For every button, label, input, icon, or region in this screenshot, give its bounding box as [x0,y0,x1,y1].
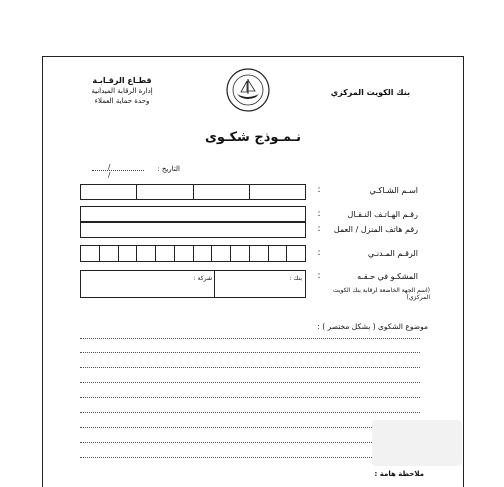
date-label: التاريخ : [157,165,180,173]
bank-option-label: بنك : [289,275,302,282]
scan-smudge [372,420,462,466]
subject-line[interactable] [80,457,420,458]
subject-line[interactable] [80,367,420,368]
colon: : [317,248,321,258]
subject-line[interactable] [80,382,420,383]
important-note-label: ملاحظة هامة : [374,470,424,478]
complained-against-label: المشكـو في حـقـه [357,272,418,281]
bank-company-divider [214,270,215,298]
company-option-label: شركة : [193,275,212,282]
central-bank-seal-icon [225,67,271,113]
subject-line[interactable] [80,397,420,398]
subject-line[interactable] [80,338,420,339]
subject-label: موضوع الشكوى ( بشكل مختصر ) : [317,322,428,331]
complainant-name-input[interactable] [80,184,306,200]
civil-id-input[interactable] [80,245,306,262]
colon: : [317,271,321,281]
header-department: إدارة الرقابة الميدانية [91,87,153,95]
civil-id-label: الرقـم المـدنـي [367,249,418,258]
form-title: نـمـوذج شكـوى [204,130,302,145]
mobile-label: رقـم الهـاتـف النـقـال [347,210,418,219]
subject-line[interactable] [80,427,420,428]
mobile-input[interactable] [80,206,306,222]
header-unit: وحدة حماية العملاء [94,97,150,105]
home-work-phone-label: رقم هاتف المنزل / العمل [333,225,418,234]
complained-against-note: (اسم الجهة الخاضعة لرقابة بنك الكويت المركزي) [332,287,430,301]
subject-line[interactable] [80,352,420,353]
bank-name: بنك الكويت المركزي [330,88,410,97]
subject-line[interactable] [80,412,420,413]
header-sector: قطـاع الرقـابـة [92,76,152,85]
colon: : [317,209,321,219]
complainant-name-label: اسـم الشـاكـي [369,186,418,195]
colon: : [317,185,321,195]
date-separators: / / [108,163,125,179]
colon: : [317,224,321,234]
subject-line[interactable] [80,442,420,443]
home-work-phone-input[interactable] [80,222,306,238]
header-department-block [74,76,170,106]
